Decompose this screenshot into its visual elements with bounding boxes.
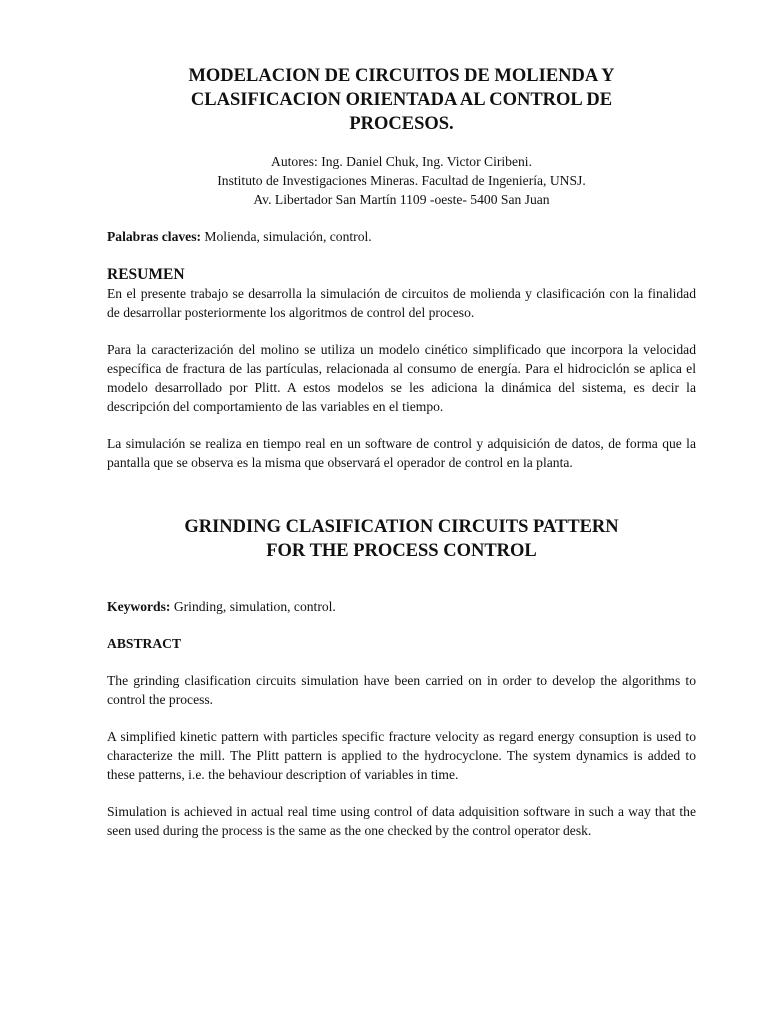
authors-line: Autores: Ing. Daniel Chuk, Ing. Victor Ciribeni. <box>271 154 532 169</box>
english-keywords <box>107 597 696 616</box>
spanish-title-line: MODELACION DE CIRCUITOS DE MOLIENDA Y <box>188 66 615 86</box>
abstract-paragraph: Simulation is achieved in actual real time using control of data adquisition software in such a way that the seen used during the process is the same as the one checked by the control operator desk. <box>107 804 696 838</box>
address-line: Av. Libertador San Martín 1109 -oeste- 5400 San Juan <box>253 192 550 207</box>
english-keywords-value: Grinding, simulation, control. <box>170 599 336 614</box>
abstract-heading: ABSTRACT <box>107 636 182 651</box>
document-page <box>107 64 696 840</box>
spanish-keywords-value: Molienda, simulación, control. <box>201 229 372 244</box>
spanish-keywords-label: Palabras claves: <box>107 229 202 244</box>
resumen-heading: RESUMEN <box>107 266 185 283</box>
spanish-title-line: PROCESOS. <box>349 114 454 134</box>
author-block <box>107 152 696 209</box>
resumen-paragraph: La simulación se realiza en tiempo real en un software de control y adquisición de datos, de forma que la pantalla que se observa es la misma que observará el operador de control en la planta. <box>107 436 696 470</box>
institution-line: Instituto de Investigaciones Mineras. Facultad de Ingeniería, UNSJ. <box>217 173 586 188</box>
english-title <box>107 515 696 563</box>
abstract-paragraph: The grinding clasification circuits simulation have been carried on in order to develop the algorithms to control the process. <box>107 673 696 707</box>
spanish-title-line: CLASIFICACION ORIENTADA AL CONTROL DE <box>190 90 613 110</box>
english-title-line: FOR THE PROCESS CONTROL <box>266 541 537 561</box>
abstract-paragraph: A simplified kinetic pattern with particles specific fracture velocity as regard energy consuption is used to characterize the mill. The Plitt pattern is applied to the hydrocyclone. The system dynamics is added to these patterns, i.e. the behaviour description of variables in time. <box>107 729 696 782</box>
resumen-paragraph: En el presente trabajo se desarrolla la simulación de circuitos de molienda y clasificación con la finalidad de desarrollar posteriormente los algoritmos de control del proceso. <box>107 286 696 320</box>
spanish-title <box>107 64 696 136</box>
resumen-paragraph: Para la caracterización del molino se utiliza un modelo cinético simplificado que incorpora la velocidad específica de fractura de las partículas, relacionada al consumo de energía. Para el hidrociclón se aplica el modelo desarrollado por Plitt. A estos modelos se les adiciona la dinámica del sistema, es decir la descripción del comportamiento de las variables en el tiempo. <box>107 342 696 414</box>
english-title-line: GRINDING CLASIFICATION CIRCUITS PATTERN <box>184 517 619 537</box>
english-keywords-label: Keywords: <box>107 599 171 614</box>
spanish-keywords <box>107 227 696 246</box>
